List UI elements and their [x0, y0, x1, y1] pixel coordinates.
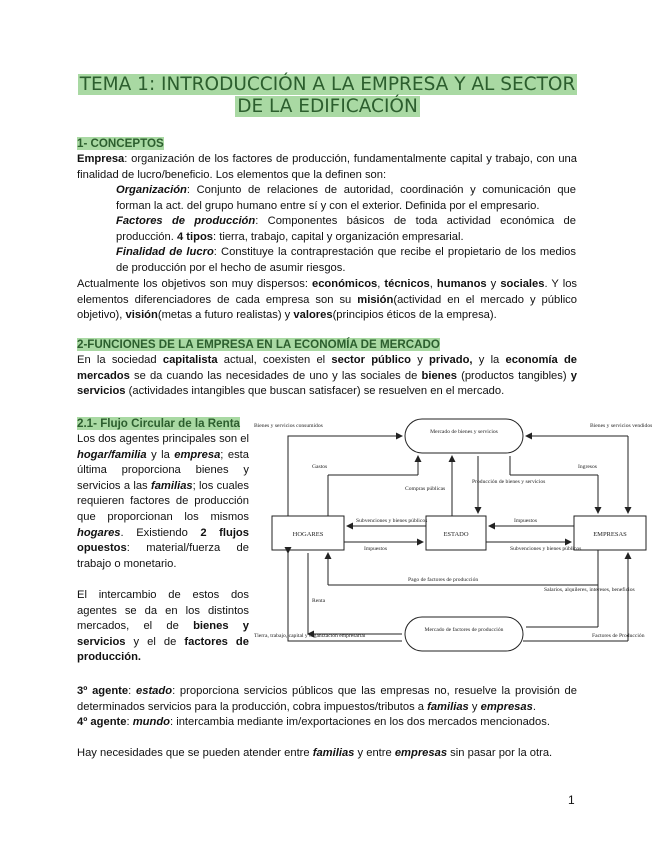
flujo-paragraph-2: El intercambio de estos dos agentes se da en los distintos mercados, el de bienes y servicios y el de factores de producción. [77, 589, 249, 664]
factores-definition: Factores de producción: Componentes básicos de toda actividad económica de producción. 4 tipos: tierra, trabajo, capital y organización empresarial. [116, 215, 576, 243]
ingresos-label: Ingresos [578, 464, 597, 470]
title-line-1: TEMA 1: INTRODUCCIÓN A LA EMPRESA Y AL SECTOR [79, 74, 576, 95]
mercado-bienes-box [405, 419, 523, 453]
impuestos-hogares-label: Impuestos [364, 546, 387, 552]
cuarto-agente-paragraph: 4º agente: mundo: intercambia mediante im/exportaciones en los dos mercados mencionados. [77, 716, 550, 728]
funciones-paragraph: En la sociedad capitalista actual, coexisten el sector público y privado, y la economía de mercados se da cuando las necesidades de uno y las sociales de bienes (productos tangibles) y servicios (actividades intangibles que buscan satisfacer) se resuelven en el mercado. [77, 354, 577, 398]
mercado-bienes-label: Mercado de bienes y servicios [430, 429, 498, 435]
page-title [0, 74, 655, 118]
necesidades-paragraph: Hay necesidades que se pueden atender entre familias y entre empresas sin pasar por la otra. [77, 747, 553, 759]
renta-label: Renta [312, 598, 326, 604]
objetivos-paragraph: Actualmente los objetivos son muy dispersos: económicos, técnicos, humanos y sociales. Y los elementos diferenciadores de cada empresa son su misión(actividad en el mercado y público objetivo), visión(metas a futuro realistas) y valores(principios éticos de la empresa). [77, 278, 578, 322]
compras-publicas-label: Compras públicas [405, 486, 446, 492]
mercado-factores-label: Mercado de factores de producción [424, 627, 504, 633]
tercer-agente-paragraph: 3º agente: estado: proporciona servicios públicos que las empresas no, resuelve la provisión de determinados servicios para la producción, cobra impuestos/tributos a familias y empresas. [77, 685, 577, 713]
empresa-definition: Empresa: organización de los factores de producción, fundamentalmente capital y trabajo, con una finalidad de lucro/beneficio. Los elementos que la definen son: [77, 153, 577, 181]
bienes-vendidos-label: Bienes y servicios vendidos [590, 423, 652, 429]
gastos-label: Gastos [312, 464, 328, 470]
page-number: 1 [568, 793, 575, 807]
circular-flow-diagram [252, 415, 652, 663]
pago-factores-label: Pago de factores de producción [408, 577, 479, 583]
subvenciones-hogares-label: Subvenciones y bienes públicos [356, 518, 428, 524]
tierra-label: Tierra, trabajo, capital y organización empresarial [254, 633, 366, 639]
mercado-factores-box [405, 617, 523, 651]
section-2-heading: 2-FUNCIONES DE LA EMPRESA EN LA ECONOMÍA DE MERCADO [77, 338, 440, 351]
section-1-heading: 1- CONCEPTOS [77, 137, 164, 150]
salarios-label: Salarios, alquileres, intereses, beneficios [544, 587, 635, 593]
produccion-bienes-label: Producción de bienes y servicios [472, 479, 546, 485]
subvenciones-empresas-label: Subvenciones y bienes públicos [510, 546, 582, 552]
flujo-paragraph-1: Los dos agentes principales son el hogar/familia y la empresa; esta última proporciona bienes y servicios a las familias; los cuales requieren factores de producción que proporcionan los mismos hogares. Existiendo 2 flujos opuestos: material/fuerza de trabajo o monetario. [77, 433, 249, 570]
impuestos-empresas-label: Impuestos [514, 518, 537, 524]
organizacion-definition: Organización: Conjunto de relaciones de autoridad, coordinación y comunicación que forman la act. del grupo humano entre sí y con el exterior. Definida por el empresario. [116, 184, 576, 212]
factores-label: Factores de Producción [592, 633, 645, 639]
finalidad-definition: Finalidad de lucro: Constituye la contraprestación que recibe el propietario de los medios de producción por el hecho de asumir riesgos. [116, 246, 576, 274]
bienes-consumidos-label: Bienes y servicios consumidos [254, 423, 323, 429]
estado-label: ESTADO [443, 531, 469, 538]
hogares-label: HOGARES [292, 531, 324, 538]
section-2-1-heading: 2.1- Flujo Circular de la Renta [77, 417, 240, 430]
empresas-label: EMPRESAS [593, 531, 627, 538]
title-line-2: DE LA EDIFICACIÓN [237, 96, 418, 117]
